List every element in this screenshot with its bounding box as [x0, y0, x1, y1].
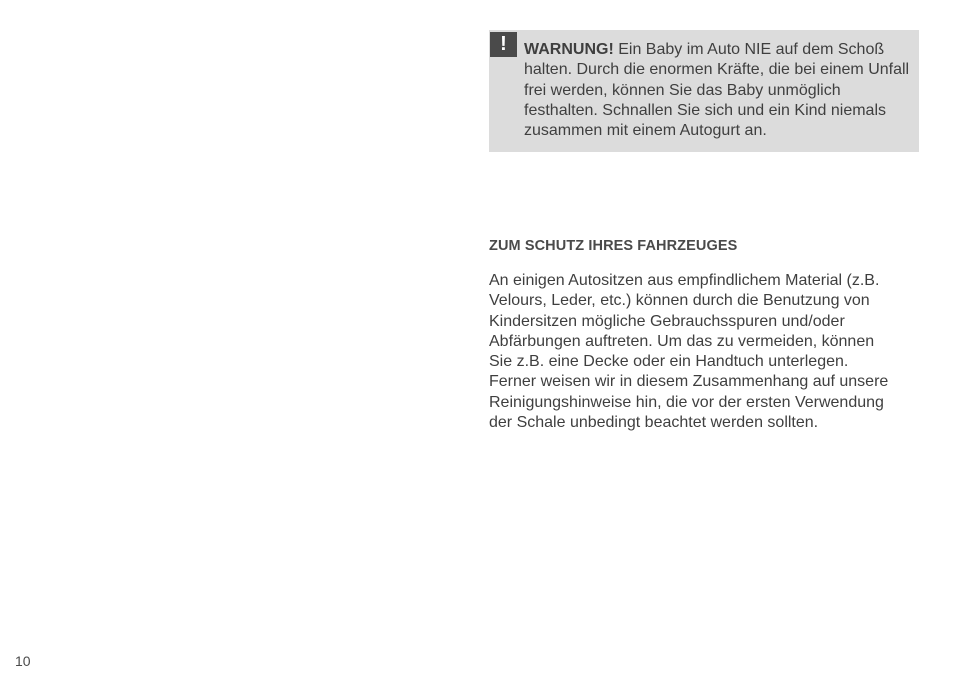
body-line: Kindersitzen mögliche Gebrauchsspuren und/oder: [489, 312, 845, 330]
body-line: Abfärbungen auftreten. Um das zu vermeiden, können: [489, 332, 875, 350]
warning-box: [489, 30, 919, 152]
body-line: Ferner weisen wir in diesem Zusammenhang auf unsere: [489, 373, 889, 391]
body-line: Reinigungshinweise hin, die vor der ersten Verwendung: [489, 393, 884, 411]
page-number: 10: [15, 653, 31, 669]
body-line: der Schale unbedingt beachtet werden sollten.: [489, 414, 819, 432]
warning-body: Ein Baby im Auto NIE auf dem Schoß halten. Durch die enormen Kräfte, die bei einem Unfall frei werden, können Sie das Baby unmöglich festhalten. Schnallen Sie sich und ein Kind niemals zusammen mit einem Autogurt an.: [524, 41, 910, 140]
section-heading: ZUM SCHUTZ IHRES FAHRZEUGES: [489, 238, 738, 254]
body-line: An einigen Autositzen aus empfindlichem Material (z.B.: [489, 272, 880, 289]
warning-text: [524, 40, 914, 141]
body-line: Velours, Leder, etc.) können durch die Benutzung von: [489, 292, 870, 310]
exclamation-icon: !: [490, 32, 517, 57]
section-body: [489, 271, 929, 433]
warning-label: WARNUNG!: [524, 41, 614, 58]
body-line: Sie z.B. eine Decke oder ein Handtuch unterlegen.: [489, 353, 849, 371]
